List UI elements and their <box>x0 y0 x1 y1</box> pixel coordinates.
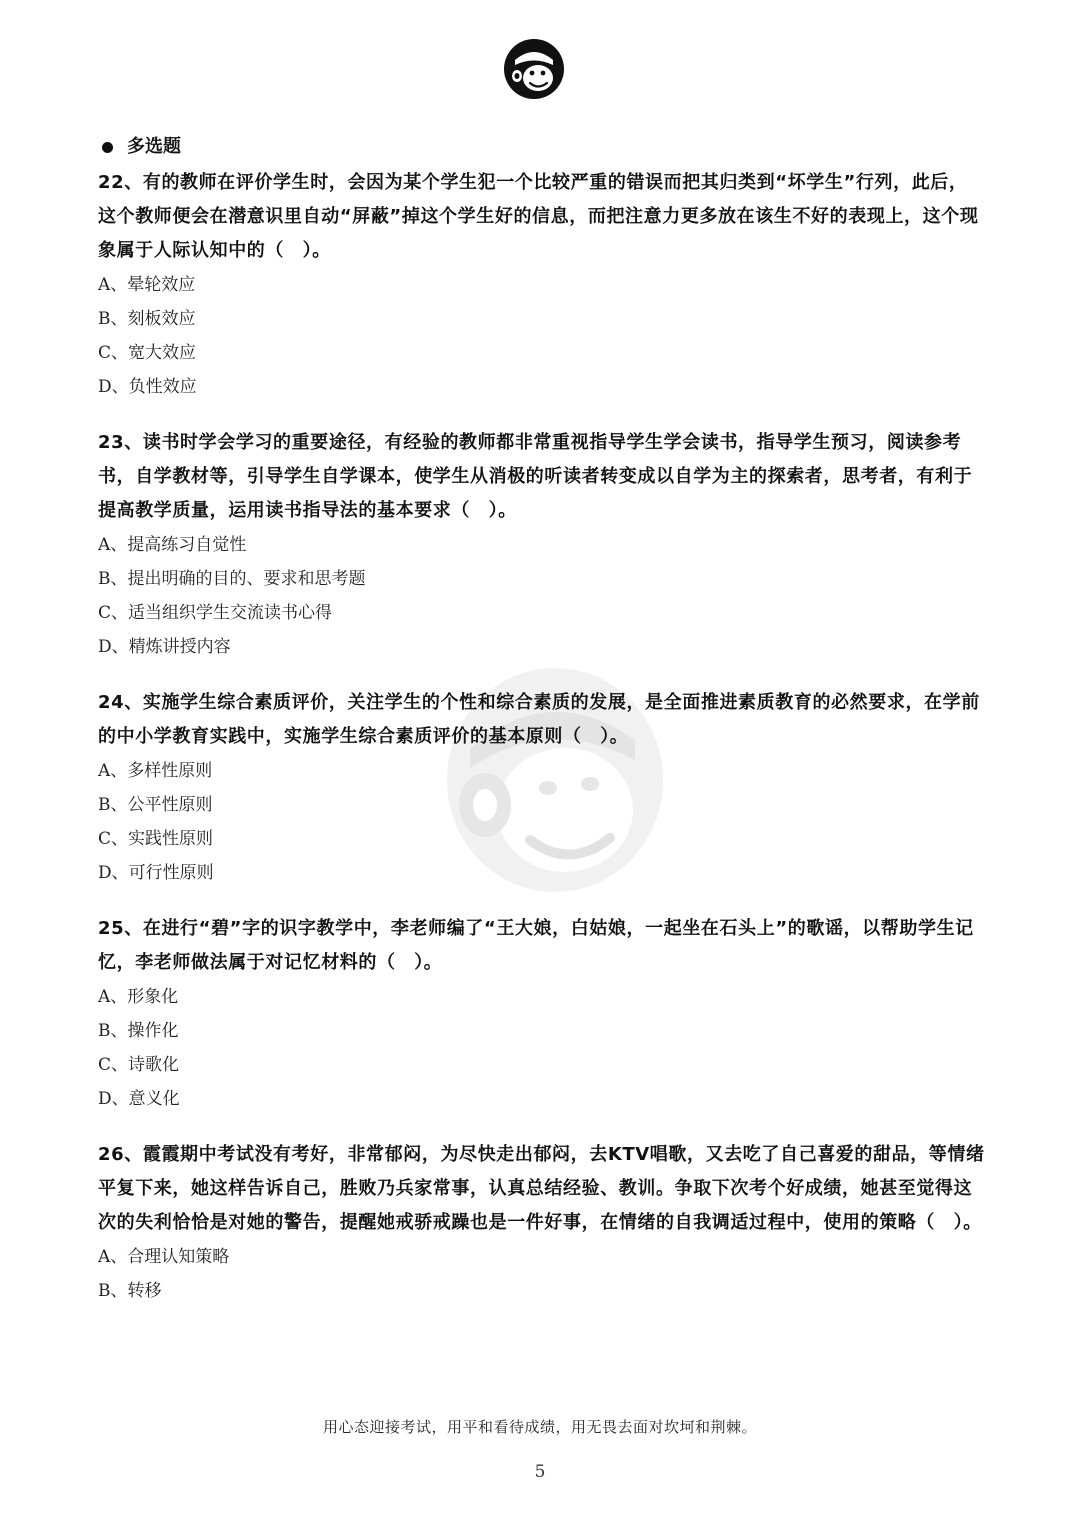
question-list <box>98 132 986 1330</box>
monkey-mascot-icon <box>503 38 565 100</box>
question-25 <box>98 912 986 1116</box>
option-d: D、意义化 <box>98 1089 180 1109</box>
section-heading <box>98 132 986 162</box>
option-c: C、实践性原则 <box>98 829 214 849</box>
option-a: A、提高练习自觉性 <box>98 535 247 555</box>
question-22 <box>98 166 986 404</box>
bullet-icon <box>102 142 113 153</box>
option-b: B、转移 <box>98 1281 162 1301</box>
question-stem: 24、实施学生综合素质评价，关注学生的个性和综合素质的发展，是全面推进素质教育的必然要求，在学前的中小学教育实践中，实施学生综合素质评价的基本原则（ ）。 <box>98 692 980 747</box>
question-stem: 23、读书时学会学习的重要途径，有经验的教师都非常重视指导学生学会读书，指导学生预习，阅读参考书，自学教材等，引导学生自学课本，使学生从消极的听读者转变成以自学为主的探索者，思考者，有利于提高教学质量，运用读书指导法的基本要求（ ）。 <box>98 432 973 521</box>
option-d: D、负性效应 <box>98 377 197 397</box>
question-26 <box>98 1138 986 1308</box>
option-a: A、合理认知策略 <box>98 1247 230 1267</box>
option-a: A、形象化 <box>98 987 179 1007</box>
option-b: B、公平性原则 <box>98 795 213 815</box>
option-b: B、提出明确的目的、要求和思考题 <box>98 569 366 589</box>
footer-motto: 用心态迎接考试，用平和看待成绩，用无畏去面对坎坷和荆棘。 <box>322 1418 757 1436</box>
question-stem: 25、在进行“碧”字的识字教学中，李老师编了“王大娘，白姑娘，一起坐在石头上”的歌谣，以帮助学生记忆，李老师做法属于对记忆材料的（ ）。 <box>98 918 974 973</box>
page-number: 5 <box>534 1462 546 1482</box>
option-c: C、适当组织学生交流读书心得 <box>98 603 333 623</box>
option-a: A、晕轮效应 <box>98 275 196 295</box>
option-c: C、诗歌化 <box>98 1055 180 1075</box>
question-24 <box>98 686 986 890</box>
question-23 <box>98 426 986 664</box>
option-b: B、刻板效应 <box>98 309 196 329</box>
option-d: D、精炼讲授内容 <box>98 637 231 657</box>
option-b: B、操作化 <box>98 1021 179 1041</box>
option-a: A、多样性原则 <box>98 761 213 781</box>
section-title: 多选题 <box>127 136 181 157</box>
option-d: D、可行性原则 <box>98 863 214 883</box>
question-stem: 26、霞霞期中考试没有考好，非常郁闷，为尽快走出郁闷，去KTV唱歌，又去吃了自己喜爱的甜品，等情绪平复下来，她这样告诉自己，胜败乃兵家常事，认真总结经验、教训。争取下次考个好成绩，她甚至觉得这次的失利恰恰是对她的警告，提醒她戒骄戒躁也是一件好事，在情绪的自我调适过程中，使用的策略（ ）。 <box>98 1144 985 1233</box>
question-stem: 22、有的教师在评价学生时，会因为某个学生犯一个比较严重的错误而把其归类到“坏学生”行列，此后，这个教师便会在潜意识里自动“屏蔽”掉这个学生好的信息，而把注意力更多放在该生不好的表现上，这个现象属于人际认知中的（ ）。 <box>98 172 979 261</box>
option-c: C、宽大效应 <box>98 343 197 363</box>
